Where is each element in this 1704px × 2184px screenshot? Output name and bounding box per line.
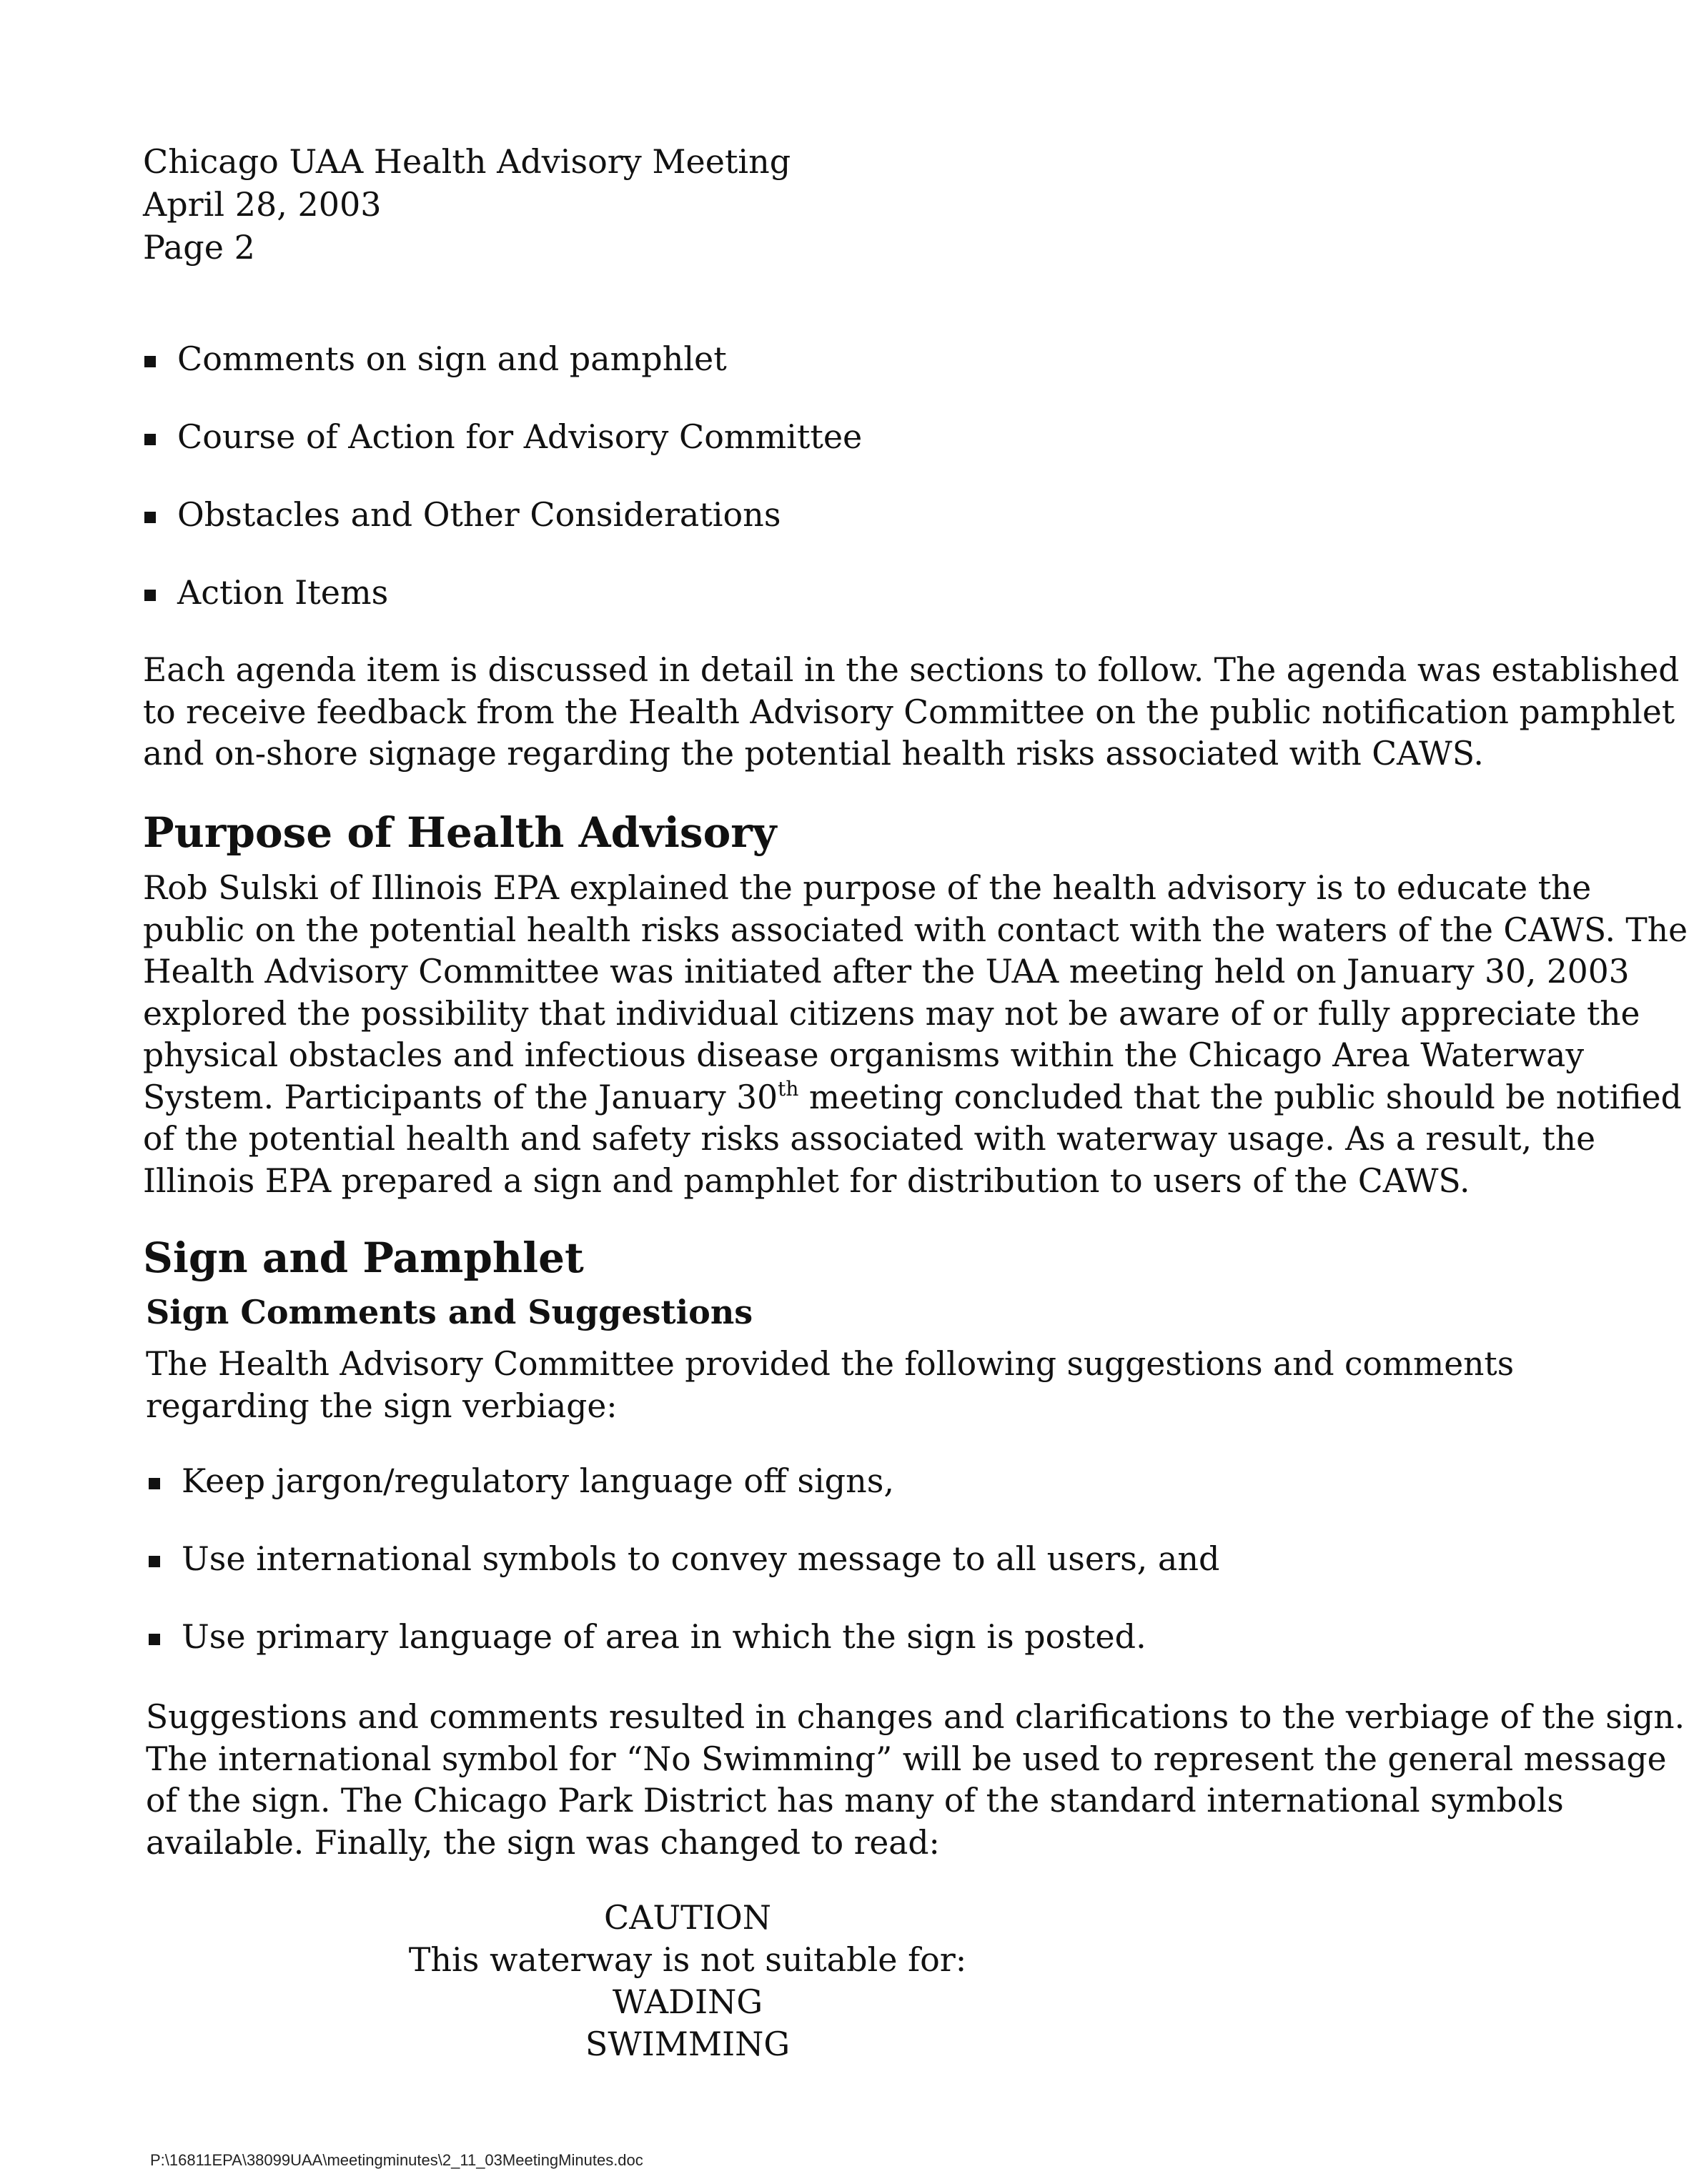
sign-pamphlet-heading: Sign and Pamphlet [143, 1234, 584, 1282]
square-bullet-icon [149, 1556, 160, 1567]
sign-line: SWIMMING [585, 2025, 791, 2063]
purpose-heading: Purpose of Health Advisory [143, 808, 777, 857]
agenda-list [143, 337, 862, 649]
suggestion-item: Use primary language of area in which the sign is posted. [147, 1615, 1219, 1658]
agenda-item: Comments on sign and pamphlet [143, 337, 862, 380]
purpose-paragraph: Rob Sulski of Illinois EPA explained the purpose of the health advisory is to educate the public on the potential health risks associated with contact with the waters of the CAWS. The Health Advisory Committee was initiated after the UAA meeting held on January 30, 2003 explored the possibility that individual citizens may not be aware of or fully appreciate the physical obstacles and infectious disease organisms within the Chicago Area Waterway System. Participants of the January 30th meeting concluded that the public should be notified of the potential health and safety risks associated with waterway usage. As a result, the Illinois EPA prepared a sign and pamphlet for distribution to users of the CAWS. [143, 869, 1688, 1200]
result-paragraph: Suggestions and comments resulted in changes and clarifications to the verbiage of the sign. The international symbol for “No Swimming” will be used to represent the general message of the sign. The Chicago Park District has many of the standard international symbols available. Finally, the sign was changed to read: [146, 1698, 1685, 1862]
square-bullet-icon [144, 434, 156, 445]
suggestion-item: Use international symbols to convey message to all users, and [147, 1537, 1219, 1580]
square-bullet-icon [144, 512, 156, 523]
suggestion-item: Keep jargon/regulatory language off signs, [147, 1459, 1219, 1502]
page-header [143, 140, 791, 269]
sign-line: This waterway is not suitable for: [408, 1940, 967, 1979]
sign-line: WADING [612, 1982, 763, 2021]
square-bullet-icon [149, 1634, 160, 1645]
intro-paragraph: Each agenda item is discussed in detail in the sections to follow. The agenda was established to receive feedback from the Health Advisory Committee on the public notification pamphlet and on-shore signage regarding the potential health risks associated with CAWS. [143, 651, 1680, 773]
file-path-footer: P:\16811EPA\38099UAA\meetingminutes\2_11_03MeetingMinutes.doc [150, 2151, 643, 2169]
superscript-line: System. Participants of the January 30th meeting concluded that the public should be notified [143, 1076, 1682, 1116]
square-bullet-icon [144, 590, 156, 601]
page-number: Page 2 [143, 228, 255, 267]
agenda-item: Action Items [143, 571, 862, 614]
suggestions-list [147, 1459, 1219, 1693]
sign-intro-paragraph: The Health Advisory Committee provided the following suggestions and comments regarding the sign verbiage: [146, 1345, 1515, 1425]
sign-caution: CAUTION [604, 1898, 771, 1937]
meeting-title: Chicago UAA Health Advisory Meeting [143, 142, 791, 181]
sign-comments-subheading: Sign Comments and Suggestions [146, 1293, 753, 1331]
agenda-item: Course of Action for Advisory Committee [143, 415, 862, 458]
meeting-date: April 28, 2003 [143, 185, 382, 224]
sign-text-block [0, 1897, 1704, 2065]
square-bullet-icon [149, 1478, 160, 1489]
square-bullet-icon [144, 356, 156, 367]
agenda-item: Obstacles and Other Considerations [143, 493, 862, 536]
